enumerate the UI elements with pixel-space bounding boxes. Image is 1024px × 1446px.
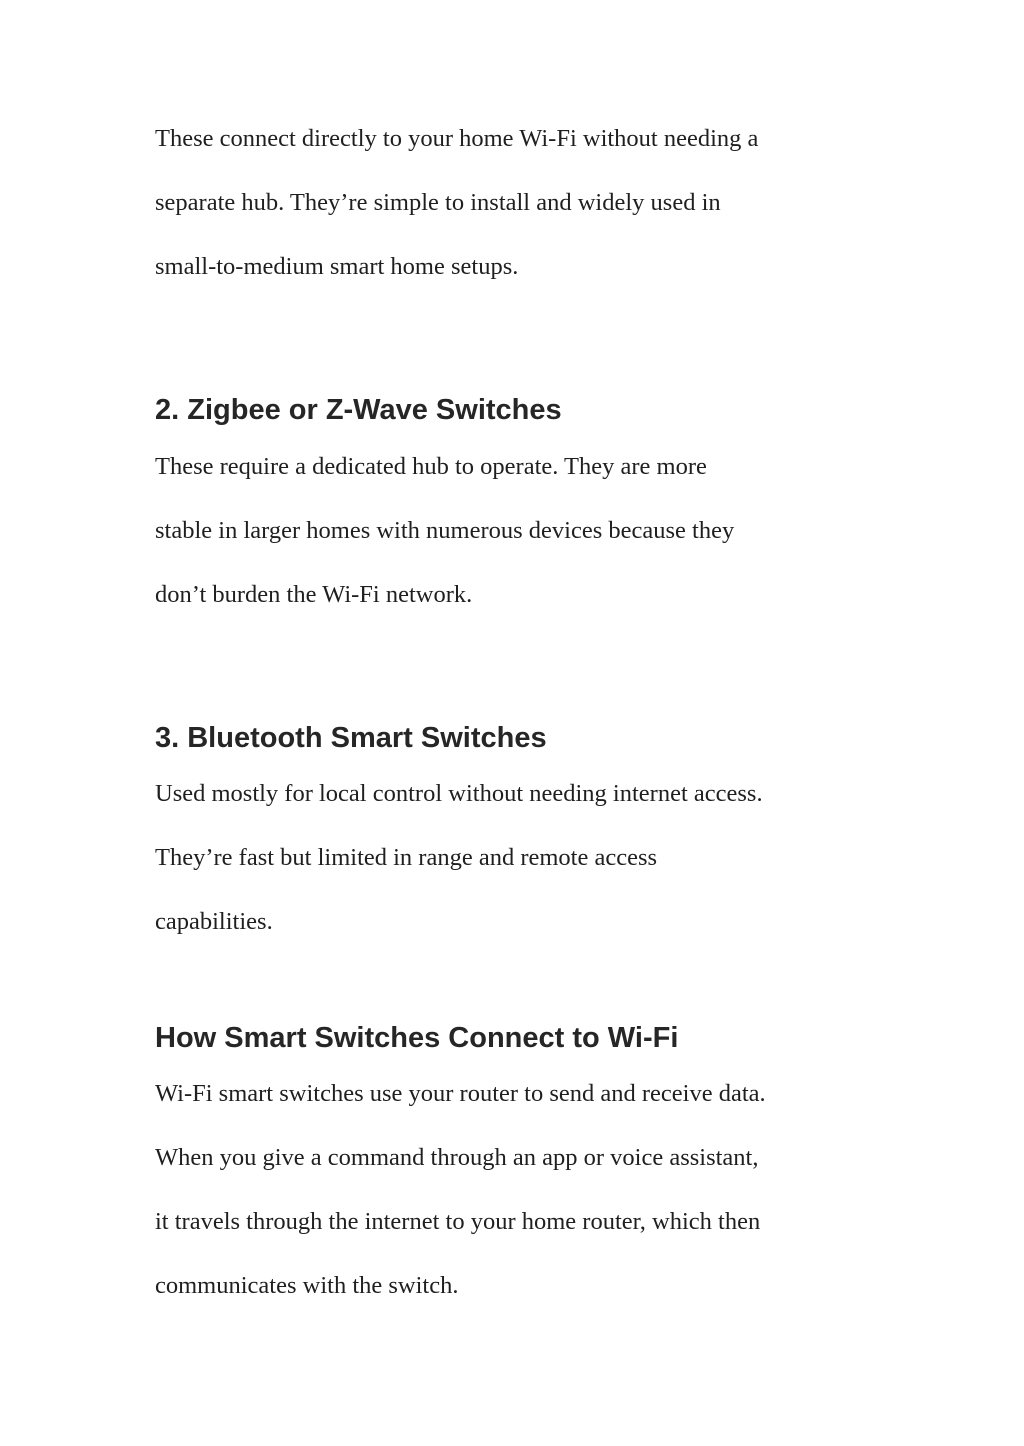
bluetooth-line-2: They’re fast but limited in range and remote access: [155, 844, 658, 871]
wifi-line-4: communicates with the switch.: [155, 1272, 459, 1299]
intro-line-3: small-to-medium smart home setups.: [155, 253, 519, 280]
intro-line-2: separate hub. They’re simple to install and widely used in: [155, 189, 721, 216]
zigbee-line-3: don’t burden the Wi-Fi network.: [155, 581, 473, 608]
wifi-line-2: When you give a command through an app or voice assistant,: [155, 1144, 759, 1171]
bluetooth-line-1: Used mostly for local control without needing internet access.: [155, 780, 763, 807]
intro-line-1: These connect directly to your home Wi-Fi without needing a: [155, 125, 759, 152]
zigbee-line-2: stable in larger homes with numerous devices because they: [155, 517, 735, 544]
section-heading-zigbee: 2. Zigbee or Z-Wave Switches: [155, 394, 562, 426]
wifi-line-1: Wi-Fi smart switches use your router to send and receive data.: [155, 1080, 766, 1107]
section-heading-wifi-connect: How Smart Switches Connect to Wi-Fi: [155, 1022, 679, 1054]
zigbee-line-1: These require a dedicated hub to operate. They are more: [155, 453, 707, 480]
section-heading-bluetooth: 3. Bluetooth Smart Switches: [155, 722, 547, 754]
wifi-line-3: it travels through the internet to your home router, which then: [155, 1208, 761, 1235]
bluetooth-line-3: capabilities.: [155, 908, 273, 935]
